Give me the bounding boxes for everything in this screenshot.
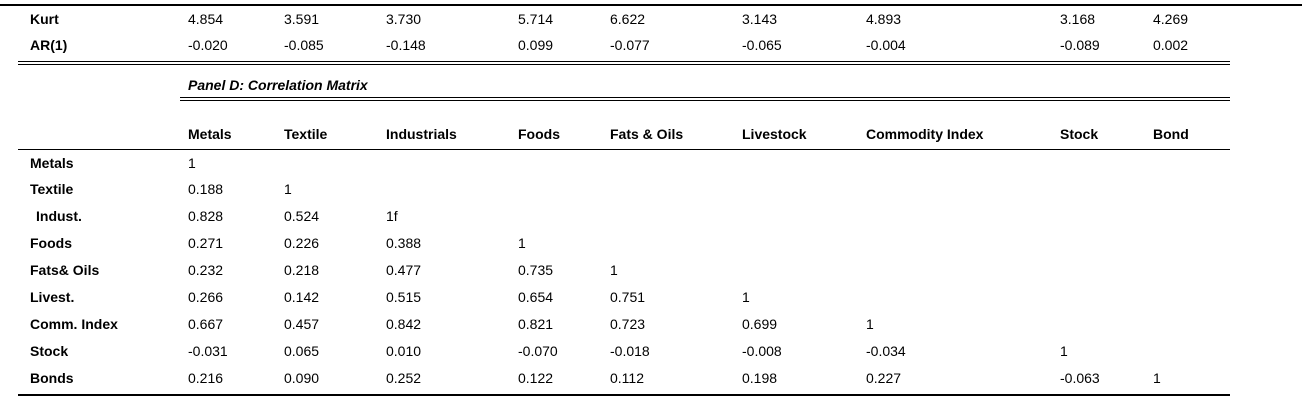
header-rule-2 bbox=[180, 100, 1230, 101]
table-cell: 0.388 bbox=[386, 235, 422, 251]
table-cell: 0.226 bbox=[284, 235, 320, 251]
table-cell: 0.232 bbox=[188, 262, 224, 278]
bottom-rule bbox=[18, 394, 1230, 396]
table-cell: 4.893 bbox=[866, 11, 902, 27]
table-cell: -0.018 bbox=[610, 343, 650, 359]
table-cell: -0.031 bbox=[188, 343, 228, 359]
row-label: Kurt bbox=[30, 11, 59, 27]
table-cell: -0.008 bbox=[742, 343, 782, 359]
table-cell: 0.198 bbox=[742, 370, 778, 386]
table-cell: 5.714 bbox=[518, 11, 554, 27]
table-row-ar1 bbox=[0, 34, 1302, 56]
table-cell: 1 bbox=[1060, 343, 1068, 359]
table-row-fats-oils bbox=[0, 259, 1302, 281]
table-cell: 0.218 bbox=[284, 262, 320, 278]
header-bottom-rule bbox=[18, 149, 1230, 150]
table-row-comm-index bbox=[0, 313, 1302, 335]
table-cell: 1 bbox=[742, 289, 750, 305]
row-label: Fats& Oils bbox=[30, 262, 100, 278]
table-cell: -0.004 bbox=[866, 37, 906, 53]
table-row-metals bbox=[0, 152, 1302, 174]
column-header-livestock: Livestock bbox=[742, 126, 807, 142]
top-rule-right-extension bbox=[1232, 4, 1302, 6]
table-cell: 3.591 bbox=[284, 11, 320, 27]
table-cell: -0.089 bbox=[1060, 37, 1100, 53]
table-row-bonds bbox=[0, 367, 1302, 389]
table-cell: 0.699 bbox=[742, 316, 778, 332]
row-label: Livest. bbox=[30, 289, 75, 305]
table-cell: -0.034 bbox=[866, 343, 906, 359]
table-cell: 4.269 bbox=[1153, 11, 1189, 27]
table-cell: -0.020 bbox=[188, 37, 228, 53]
table-cell: 0.266 bbox=[188, 289, 224, 305]
column-header-textile: Textile bbox=[284, 126, 328, 142]
table-cell: 6.622 bbox=[610, 11, 646, 27]
table-cell: 0.667 bbox=[188, 316, 224, 332]
table-cell: 0.828 bbox=[188, 208, 224, 224]
table-cell: -0.065 bbox=[742, 37, 782, 53]
table-cell: 1 bbox=[1153, 370, 1161, 386]
table-cell: 0.227 bbox=[866, 370, 902, 386]
table-cell: 0.112 bbox=[610, 370, 644, 386]
column-header-industrials: Industrials bbox=[386, 126, 457, 142]
table-cell: 0.065 bbox=[284, 343, 320, 359]
table-cell: -0.077 bbox=[610, 37, 650, 53]
table-cell: 1f bbox=[386, 208, 398, 224]
table-cell: 1 bbox=[518, 235, 526, 251]
column-header-bond: Bond bbox=[1153, 126, 1189, 142]
table-cell: 0.842 bbox=[386, 316, 422, 332]
table-cell: 1 bbox=[284, 181, 292, 197]
table-cell: 4.854 bbox=[188, 11, 224, 27]
column-header-fats-oils: Fats & Oils bbox=[610, 126, 684, 142]
table-row-livest bbox=[0, 286, 1302, 308]
table-cell: 0.010 bbox=[386, 343, 422, 359]
column-header-commodity-index: Commodity Index bbox=[866, 126, 984, 142]
table-cell: 3.168 bbox=[1060, 11, 1096, 27]
table-cell: -0.148 bbox=[386, 37, 426, 53]
table-row-stock bbox=[0, 340, 1302, 362]
table-cell: -0.085 bbox=[284, 37, 324, 53]
table-cell: 0.188 bbox=[188, 181, 224, 197]
column-header-metals: Metals bbox=[188, 126, 232, 142]
panel-separator-rule-2 bbox=[18, 64, 1230, 65]
table-cell: 0.477 bbox=[386, 262, 422, 278]
table-cell: 0.735 bbox=[518, 262, 554, 278]
table-cell: 1 bbox=[188, 155, 196, 171]
row-label: Bonds bbox=[30, 370, 74, 386]
table-cell: 0.216 bbox=[188, 370, 224, 386]
column-header-stock: Stock bbox=[1060, 126, 1099, 142]
table-cell: -0.070 bbox=[518, 343, 558, 359]
table-cell: -0.063 bbox=[1060, 370, 1100, 386]
table-row-textile bbox=[0, 178, 1302, 200]
table-cell: 0.002 bbox=[1153, 37, 1189, 53]
table-cell: 3.143 bbox=[742, 11, 778, 27]
table-cell: 3.730 bbox=[386, 11, 422, 27]
table-cell: 0.723 bbox=[610, 316, 646, 332]
table-cell: 0.524 bbox=[284, 208, 320, 224]
panel-title: Panel D: Correlation Matrix bbox=[188, 77, 368, 93]
table-cell: 0.122 bbox=[518, 370, 554, 386]
row-label: Textile bbox=[30, 181, 74, 197]
row-label: AR(1) bbox=[30, 37, 68, 53]
table-cell: 0.751 bbox=[610, 289, 646, 305]
table-row-indust bbox=[0, 205, 1302, 227]
row-label: Stock bbox=[30, 343, 69, 359]
row-label: Foods bbox=[30, 235, 72, 251]
table-row-kurt bbox=[0, 8, 1302, 30]
row-label: Comm. Index bbox=[30, 316, 118, 332]
column-header-row bbox=[0, 123, 1302, 145]
table-cell: 1 bbox=[610, 262, 618, 278]
table-cell: 0.271 bbox=[188, 235, 224, 251]
table-cell: 0.457 bbox=[284, 316, 320, 332]
column-header-foods: Foods bbox=[518, 126, 560, 142]
table-cell: 0.821 bbox=[518, 316, 554, 332]
row-label: Metals bbox=[30, 155, 74, 171]
row-label: Indust. bbox=[36, 208, 82, 224]
table-cell: 0.142 bbox=[284, 289, 320, 305]
table-cell: 0.515 bbox=[386, 289, 422, 305]
table-cell: 0.099 bbox=[518, 37, 554, 53]
panel-separator-rule-1 bbox=[18, 61, 1230, 62]
table-row-foods bbox=[0, 232, 1302, 254]
table-cell: 0.090 bbox=[284, 370, 320, 386]
table-cell: 1 bbox=[866, 316, 874, 332]
header-rule-1 bbox=[180, 97, 1230, 98]
table-cell: 0.654 bbox=[518, 289, 554, 305]
top-rule bbox=[0, 4, 1302, 6]
table-cell: 0.252 bbox=[386, 370, 422, 386]
